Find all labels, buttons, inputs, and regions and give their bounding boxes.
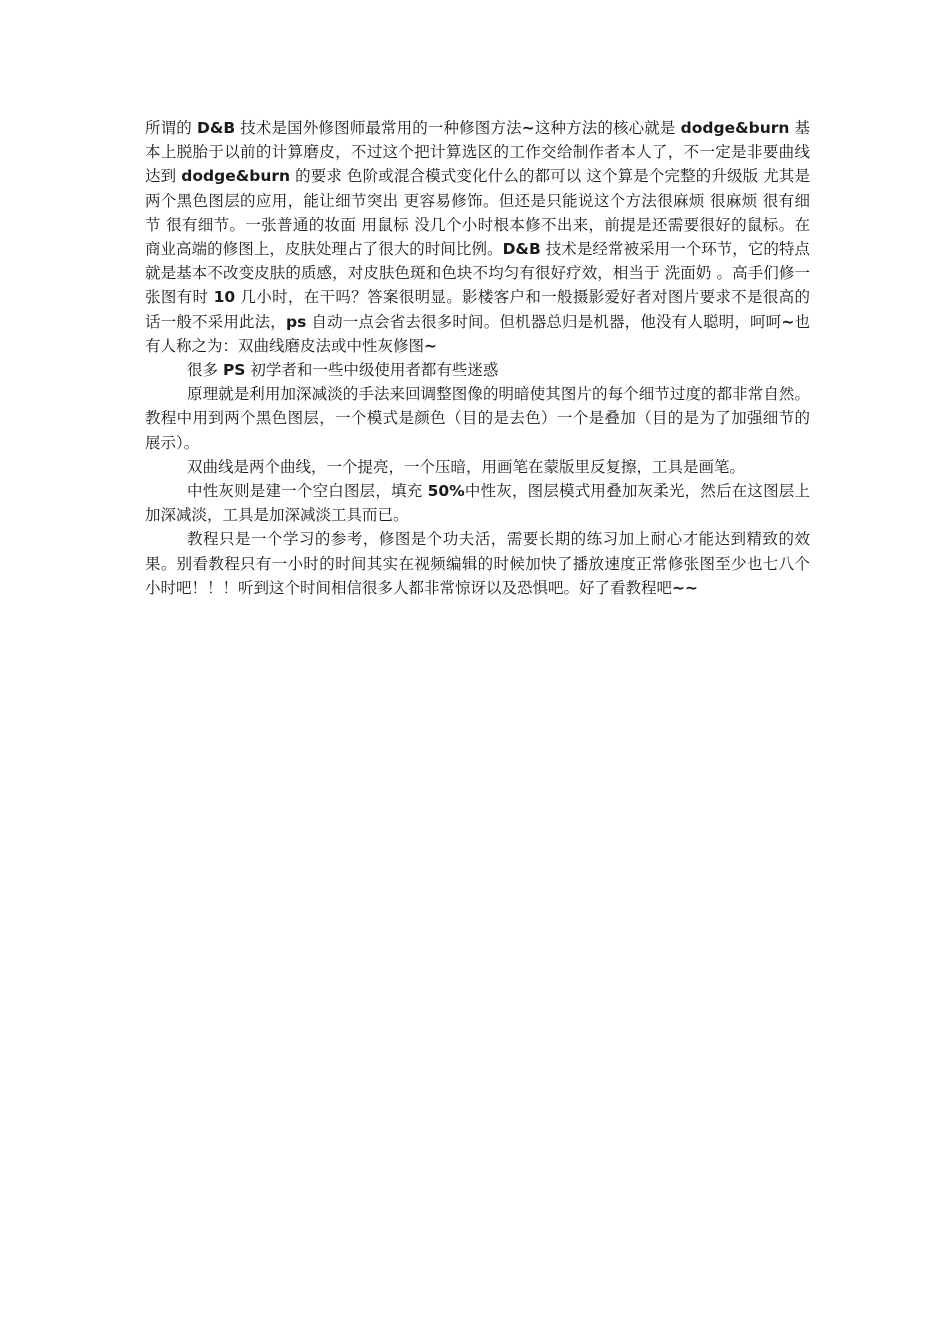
text-run: 几小时，在干吗？答案很明显。影楼客户和一般摄影爱好者对图片要求不是很高的话一般不采用此法，	[145, 288, 810, 331]
text-run: 自动一点会省去很多时间。但机器总归是机器，他没有人聪明，呵呵	[306, 312, 782, 331]
paragraph	[145, 455, 810, 479]
bold-text-run: D&B	[502, 240, 541, 259]
text-run: 初学者和一些中级使用者都有些迷惑	[245, 361, 499, 380]
text-run: 的要求 色阶或混合模式变化什么的都可以 这个算是个完整的升级版 尤其是两个黑色图层的应用，能让细节突出 更容易修饰。但还是只能说这个方法很麻烦 很麻烦 很有细节 很有细节。一张普通的妆面 用鼠标 没几个小时根本修不出来，前提是还需要很好的鼠标。在商业高端的修图上，皮肤处理占了很大的时间比例。	[145, 167, 810, 259]
text-run: 基本上脱胎于以前的计算磨皮，不过这个把计算选区的工作交给制作者本人了，不一定是非要曲线达到	[145, 119, 810, 186]
bold-text-run: D&B	[196, 119, 236, 137]
bold-text-run: PS	[222, 361, 246, 380]
bold-text-run: 10	[213, 288, 236, 307]
paragraph	[145, 358, 810, 382]
bold-text-run: ps	[285, 312, 307, 331]
bold-text-run: 50%	[427, 482, 465, 501]
text-run: 中性灰，图层模式用叠加灰柔光，然后在这图层上加深减淡，工具是加深减淡工具而已。	[145, 482, 810, 525]
text-run: 技术是国外修图师最常用的一种修图方法	[235, 119, 522, 137]
paragraph	[145, 479, 810, 527]
text-run: 也有人称之为：双曲线磨皮法或中性灰修图	[145, 312, 810, 355]
text-run: 中性灰则是建一个空白图层，填充	[187, 482, 428, 501]
bold-text-run: ~	[521, 119, 535, 137]
text-run: 技术是经常被采用一个环节，它的特点就是基本不改变皮肤的质感，对皮肤色斑和色块不均匀有很好疗效，相当于 洗面奶 。高手们修一张图有时	[145, 240, 810, 307]
paragraph	[145, 116, 810, 358]
text-run: 原理就是利用加深减淡的手法来回调整图像的明暗使其图片的每个细节过度的都非常自然。教程中用到两个黑色图层，一个模式是颜色（目的是去色）一个是叠加（目的是为了加强细节的展示）。	[145, 385, 810, 452]
bold-text-run: ~	[424, 336, 438, 355]
bold-text-run: dodge&burn	[680, 119, 790, 137]
bold-text-run: ~~	[672, 578, 698, 597]
bold-text-run: ~	[781, 312, 795, 331]
bold-text-run: dodge&burn	[181, 167, 291, 186]
text-run: 所谓的	[145, 119, 197, 137]
text-run: 教程只是一个学习的参考，修图是个功夫活，需要长期的练习加上耐心才能达到精致的效果。别看教程只有一小时的时间其实在视频编辑的时候加快了播放速度正常修张图至少也七八个小时吧！！！听到这个时间相信很多人都非常惊讶以及恐惧吧。好了看教程吧	[145, 530, 810, 597]
text-run: 这种方法的核心就是	[534, 119, 681, 137]
paragraph	[145, 527, 810, 600]
text-run: 很多	[187, 361, 223, 380]
document-body	[145, 116, 810, 600]
paragraph	[145, 382, 810, 455]
text-run: 双曲线是两个曲线，一个提亮，一个压暗，用画笔在蒙版里反复擦，工具是画笔。	[187, 457, 746, 476]
